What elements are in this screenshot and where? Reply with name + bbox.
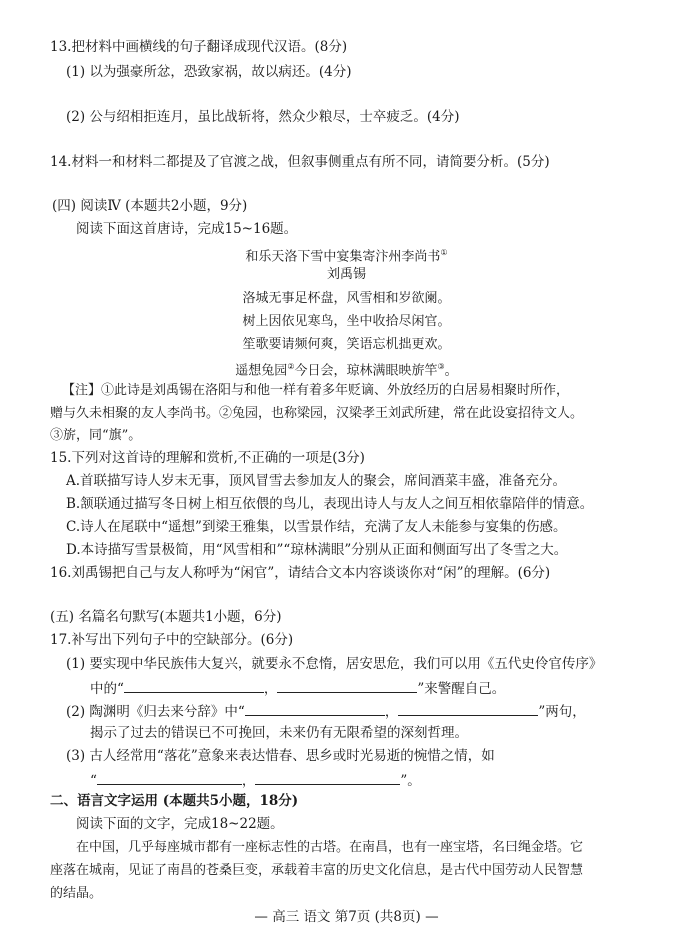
poem-note-line-1: 【注】①此诗是刘禹锡在洛阳与和他一样有着多年贬谪、外放经历的白居易相聚时所作， (62, 383, 570, 398)
section4-instruction: 阅读下面这首唐诗，完成15~16题。 (76, 221, 298, 237)
q14-stem: 14.材料一和材料二都提及了官渡之战，但叙事侧重点有所不同，请简要分析。(5分) (50, 154, 550, 170)
q17-item2-line2: 揭示了过去的错误已不可挽回，未来仍有无限希望的深刻哲理。 (90, 725, 468, 741)
q17-item1-line2: 中的“ ， ”来警醒自己。 (90, 678, 505, 698)
q13-sub1: (1) 以为强豪所忿，恐致家祸，故以病还。(4分) (66, 64, 352, 80)
q15-option-d: D.本诗描写雪景极简，用“风雪相和”“琼林满眼”分别从正面和侧面写出了冬雪之大。 (66, 542, 568, 558)
q15-option-a: A.首联描写诗人岁末无事，顶风冒雪去参加友人的聚会，席间酒菜丰盛，准备充分。 (66, 473, 567, 489)
poem-line-2: 树上因依见寒鸟，坐中收拾尽闲官。 (242, 314, 451, 329)
poem-line-4: 遥想兔园②今日会，琼林满眼映旂竿③。 (235, 362, 458, 379)
answer-blank[interactable] (398, 701, 538, 716)
q15-option-c: C.诗人在尾联中“遥想”到梁王雅集，以雪景作结，充满了友人未能参与宴集的伤感。 (66, 519, 567, 535)
q13-stem: 13.把材料中画横线的句子翻译成现代汉语。(8分) (50, 39, 348, 55)
q17-item2-line1: (2) 陶渊明《归去来兮辞》中“ ， ”两句， (66, 701, 586, 721)
answer-blank[interactable] (245, 701, 385, 716)
passage-line-1: 在中国，几乎每座城市都有一座标志性的古塔。在南昌，也有一座宝塔，名曰绳金塔。它 (76, 840, 584, 855)
q15-option-b: B.颔联通过描写冬日树上相互依偎的鸟儿，表现出诗人与友人之间互相依靠陪伴的情意。 (66, 496, 594, 512)
passage-line-3: 的结晶。 (50, 886, 103, 901)
passage-line-2: 座落在城南，见证了南昌的苍桑巨变，承载着丰富的历史文化信息，是古代中国劳动人民智慧 (50, 863, 584, 878)
q13-sub2: (2) 公与绍相拒连月，虽比战斩将，然众少粮尽，士卒疲乏。(4分) (66, 109, 460, 125)
page-footer: — 高三 语文 第7页 (共8页) — (254, 909, 439, 925)
answer-blank[interactable] (255, 770, 400, 785)
section4-header: (四) 阅读Ⅳ (本题共2小题，9分) (52, 198, 248, 214)
q17-item3-line1: (3) 古人经常用“落花”意象来表达惜春、思乡或时光易逝的惋惜之情，如 (66, 748, 495, 764)
q17-item3-line2: “ ， ”。 (90, 770, 421, 790)
poem-title: 和乐天洛下雪中宴集寄汴州李尚书① (245, 248, 448, 265)
answer-blank[interactable] (97, 770, 242, 785)
q17-item1-line1: (1) 要实现中华民族伟大复兴，就要永不怠惰，居安思危，我们可以用《五代史伶官传序》 (66, 656, 603, 672)
poem-note-line-2: 赠与久未相聚的友人李尚书。②兔园，也称梁园，汉梁孝王刘武所建，常在此设宴招待文人。 (50, 406, 584, 421)
poem-author: 刘禹锡 (326, 267, 366, 282)
poem-line-3: 笙歌要请频何爽，笑语忘机拙更欢。 (242, 337, 451, 352)
answer-blank[interactable] (277, 678, 417, 693)
poem-line-1: 洛城无事足杯盘，风雪相和岁欲阑。 (242, 291, 451, 306)
q16-stem: 16.刘禹锡把自己与友人称呼为“闲官”，请结合文本内容谈谈你对“闲”的理解。(6分) (50, 565, 551, 581)
section5-header: (五) 名篇名句默写(本题共1小题，6分) (50, 609, 282, 625)
q15-stem: 15.下列对这首诗的理解和赏析,不正确的一项是(3分) (50, 450, 365, 466)
part2-instruction: 阅读下面的文字，完成18~22题。 (76, 816, 284, 832)
answer-blank[interactable] (124, 678, 264, 693)
part2-header: 二、语言文字运用 (本题共5小题，18分) (50, 793, 299, 809)
q17-stem: 17.补写出下列句子中的空缺部分。(6分) (50, 632, 294, 648)
poem-note-line-3: ③旂，同“旗”。 (50, 428, 142, 443)
